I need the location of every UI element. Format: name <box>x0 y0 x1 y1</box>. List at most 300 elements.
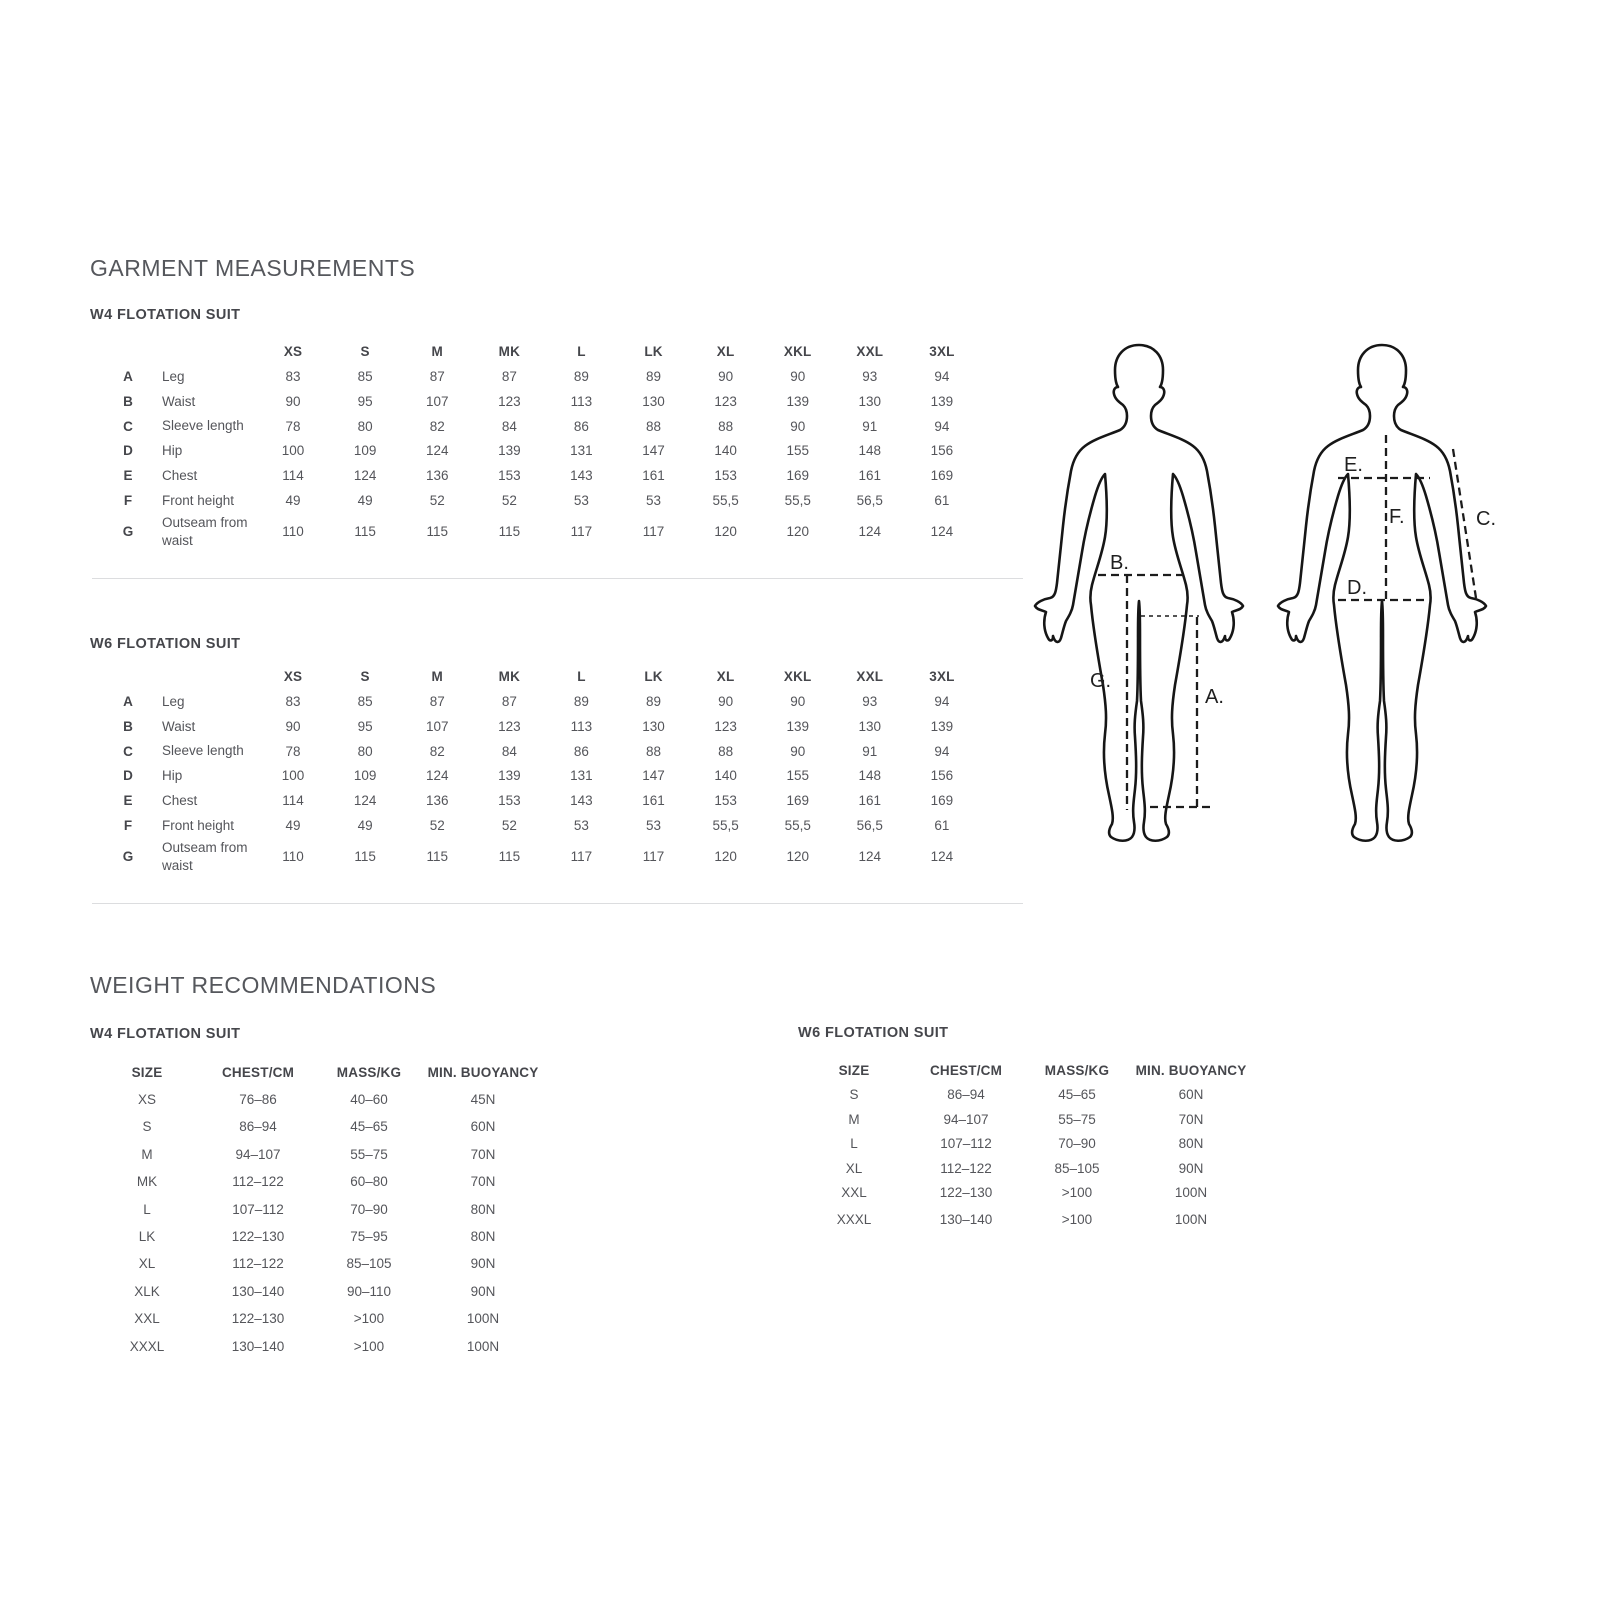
buoyancy-cell: 70N <box>1178 1111 1204 1127</box>
size-header: MK <box>498 669 521 685</box>
row-key: E <box>123 468 133 484</box>
buoyancy-cell: 80N <box>470 1228 496 1244</box>
value-cell: 153 <box>714 468 737 484</box>
value-cell: 117 <box>642 849 665 865</box>
value-cell: 90 <box>790 694 806 710</box>
size-header: LK <box>644 344 663 360</box>
value-cell: 90 <box>790 418 806 434</box>
value-cell: 88 <box>718 743 734 759</box>
value-cell: 113 <box>570 718 593 734</box>
measurement-row <box>110 814 978 839</box>
mass-cell: 40–60 <box>350 1091 388 1107</box>
value-cell: 93 <box>862 369 878 385</box>
mass-cell: 45–65 <box>350 1119 388 1135</box>
row-key: A <box>123 369 133 385</box>
measurement-row <box>110 439 978 464</box>
value-cell: 147 <box>642 443 665 459</box>
w6-measurements-table <box>110 665 978 876</box>
value-cell: 90 <box>718 369 734 385</box>
size-header: M <box>431 669 443 685</box>
value-cell: 130 <box>642 393 665 409</box>
buoyancy-cell: 100N <box>466 1338 500 1354</box>
measurement-row <box>110 839 978 877</box>
value-cell: 115 <box>354 849 376 865</box>
mass-cell: 85–105 <box>1054 1160 1100 1176</box>
value-cell: 53 <box>646 818 662 834</box>
value-cell: 136 <box>425 793 449 809</box>
row-label: Chest <box>162 467 198 483</box>
value-cell: 139 <box>930 393 954 409</box>
measure-label-e: E. <box>1344 454 1363 476</box>
value-cell: 155 <box>786 443 809 459</box>
mass-cell: 60–80 <box>350 1174 388 1190</box>
value-cell: 140 <box>714 443 737 459</box>
value-cell: 124 <box>353 793 377 809</box>
chest-cell: 112–122 <box>232 1256 284 1272</box>
buoyancy-cell: 80N <box>1178 1136 1204 1152</box>
header-spacer <box>110 665 146 690</box>
measurement-row <box>110 414 978 439</box>
size-header: XXL <box>856 344 884 360</box>
value-cell: 89 <box>646 694 662 710</box>
column-header: CHEST/CM <box>929 1063 1003 1079</box>
value-cell: 78 <box>285 743 301 759</box>
chest-cell: 122–130 <box>231 1311 285 1327</box>
chest-cell: 86–94 <box>239 1119 277 1135</box>
value-cell: 49 <box>357 493 373 509</box>
value-cell: 115 <box>498 849 521 865</box>
row-key: C <box>123 743 133 759</box>
value-cell: 123 <box>714 393 737 409</box>
row-label: Leg <box>162 693 185 709</box>
value-cell: 55,5 <box>784 818 811 834</box>
value-cell: 87 <box>501 369 517 385</box>
value-cell: 56,5 <box>856 493 883 509</box>
mass-cell: 85–105 <box>346 1256 392 1272</box>
size-cell: XXL <box>841 1185 867 1201</box>
row-key: E <box>123 793 133 809</box>
size-cell: MK <box>136 1174 158 1190</box>
value-cell: 124 <box>930 849 954 865</box>
value-cell: 80 <box>357 418 373 434</box>
measure-label-d: D. <box>1347 577 1367 599</box>
measurement-row <box>110 764 978 789</box>
measurement-row <box>110 365 978 390</box>
weight-row <box>802 1157 1254 1181</box>
mass-cell: 55–75 <box>1058 1111 1096 1127</box>
divider <box>92 903 1023 904</box>
row-label: Outseam from waist <box>162 839 248 874</box>
chest-cell: 107–112 <box>232 1201 284 1217</box>
value-cell: 124 <box>858 524 882 540</box>
value-cell: 124 <box>858 849 882 865</box>
chest-cell: 94–107 <box>235 1146 281 1162</box>
value-cell: 140 <box>714 768 737 784</box>
buoyancy-cell: 70N <box>470 1146 496 1162</box>
value-cell: 61 <box>934 493 950 509</box>
value-cell: 110 <box>282 524 304 540</box>
value-cell: 87 <box>501 694 517 710</box>
value-cell: 89 <box>573 369 589 385</box>
body-outline <box>1035 345 1243 841</box>
chest-cell: 130–140 <box>939 1212 993 1228</box>
weight-row <box>95 1278 545 1305</box>
value-cell: 114 <box>282 468 304 484</box>
value-cell: 131 <box>570 768 593 784</box>
measurement-row <box>110 789 978 814</box>
size-cell: M <box>848 1111 860 1127</box>
chest-cell: 122–130 <box>231 1228 285 1244</box>
size-header: MK <box>498 344 521 360</box>
chest-cell: 130–140 <box>231 1338 285 1354</box>
measurement-row <box>110 514 978 552</box>
value-cell: 120 <box>714 849 737 865</box>
buoyancy-cell: 70N <box>470 1174 496 1190</box>
value-cell: 130 <box>858 718 882 734</box>
row-key: B <box>123 718 133 734</box>
value-cell: 107 <box>425 393 449 409</box>
mass-cell: 75–95 <box>350 1228 388 1244</box>
value-cell: 139 <box>498 443 521 459</box>
value-cell: 83 <box>285 369 301 385</box>
row-key: F <box>123 818 133 834</box>
value-cell: 90 <box>790 369 806 385</box>
size-cell: L <box>850 1136 858 1152</box>
value-cell: 120 <box>714 524 737 540</box>
chest-cell: 112–122 <box>232 1174 284 1190</box>
value-cell: 49 <box>285 818 301 834</box>
header-spacer <box>110 340 146 365</box>
size-cell: XL <box>138 1256 156 1272</box>
size-cell: M <box>141 1146 153 1162</box>
chest-cell: 94–107 <box>943 1111 989 1127</box>
value-cell: 91 <box>862 418 878 434</box>
value-cell: 61 <box>934 818 950 834</box>
chest-cell: 86–94 <box>947 1087 985 1103</box>
row-label: Hip <box>162 768 183 784</box>
value-cell: 86 <box>573 418 589 434</box>
value-cell: 143 <box>570 468 593 484</box>
value-cell: 100 <box>281 768 305 784</box>
weight-row <box>802 1181 1254 1205</box>
row-key: G <box>122 524 134 540</box>
chest-cell: 76–86 <box>239 1091 277 1107</box>
weight-row <box>802 1083 1254 1107</box>
size-header: S <box>360 669 370 685</box>
value-cell: 120 <box>786 524 809 540</box>
value-cell: 88 <box>646 418 662 434</box>
size-cell: XS <box>137 1091 156 1107</box>
measure-label-g: G. <box>1090 670 1112 692</box>
value-cell: 84 <box>501 743 517 759</box>
chest-cell: 130–140 <box>231 1283 285 1299</box>
row-label: Sleeve length <box>162 743 244 759</box>
size-header: M <box>431 344 443 360</box>
value-cell: 136 <box>425 468 449 484</box>
row-key: D <box>123 768 133 784</box>
chest-cell: 112–122 <box>940 1160 992 1176</box>
value-cell: 84 <box>501 418 517 434</box>
value-cell: 94 <box>934 369 950 385</box>
value-cell: 94 <box>934 418 950 434</box>
value-cell: 53 <box>573 818 589 834</box>
chest-cell: 107–112 <box>940 1136 992 1152</box>
value-cell: 147 <box>642 768 665 784</box>
value-cell: 124 <box>930 524 954 540</box>
value-cell: 53 <box>573 493 589 509</box>
value-cell: 55,5 <box>712 818 739 834</box>
value-cell: 52 <box>501 818 517 834</box>
weight-row <box>95 1114 545 1141</box>
value-cell: 156 <box>930 443 954 459</box>
value-cell: 124 <box>353 468 377 484</box>
buoyancy-cell: 90N <box>1178 1160 1204 1176</box>
row-label: Front height <box>162 817 235 833</box>
size-cell: XLK <box>134 1283 160 1299</box>
row-key: F <box>123 493 133 509</box>
value-cell: 49 <box>357 818 373 834</box>
size-header: S <box>360 344 370 360</box>
size-header: XL <box>716 344 735 360</box>
value-cell: 55,5 <box>712 493 739 509</box>
value-cell: 153 <box>714 793 737 809</box>
value-cell: 153 <box>498 468 521 484</box>
weight-row <box>802 1205 1254 1235</box>
size-header-row <box>110 665 978 690</box>
measurement-row <box>110 739 978 764</box>
header-spacer <box>146 665 257 690</box>
value-cell: 156 <box>930 768 954 784</box>
size-header: XS <box>283 344 303 360</box>
size-header: 3XL <box>929 669 955 685</box>
value-cell: 87 <box>429 694 445 710</box>
value-cell: 83 <box>285 694 301 710</box>
back-figure-diagram <box>1265 337 1515 857</box>
size-header: L <box>577 344 586 360</box>
w6-weight-title: W6 FLOTATION SUIT <box>798 1025 949 1041</box>
value-cell: 161 <box>642 468 665 484</box>
row-label: Chest <box>162 792 198 808</box>
size-header: XXL <box>856 669 884 685</box>
value-cell: 169 <box>930 468 954 484</box>
w4-weight-table <box>95 1059 545 1360</box>
value-cell: 80 <box>357 743 373 759</box>
value-cell: 56,5 <box>856 818 883 834</box>
value-cell: 115 <box>426 524 448 540</box>
column-header: SIZE <box>838 1063 870 1079</box>
value-cell: 89 <box>573 694 589 710</box>
value-cell: 161 <box>858 793 882 809</box>
measure-label-a: A. <box>1205 686 1224 708</box>
value-cell: 148 <box>858 443 882 459</box>
size-cell: XL <box>845 1160 863 1176</box>
measure-label-c: C. <box>1476 508 1496 530</box>
buoyancy-cell: 60N <box>470 1119 496 1135</box>
mass-cell: >100 <box>1061 1185 1093 1201</box>
value-cell: 91 <box>862 743 878 759</box>
value-cell: 90 <box>790 743 806 759</box>
row-key: G <box>122 849 134 865</box>
value-cell: 89 <box>646 369 662 385</box>
value-cell: 88 <box>646 743 662 759</box>
value-cell: 49 <box>285 493 301 509</box>
row-key: C <box>123 418 133 434</box>
value-cell: 52 <box>501 493 517 509</box>
value-cell: 88 <box>718 418 734 434</box>
value-cell: 115 <box>498 524 521 540</box>
row-label: Front height <box>162 492 235 508</box>
value-cell: 123 <box>714 718 737 734</box>
header-spacer <box>146 340 257 365</box>
weight-row <box>95 1196 545 1223</box>
value-cell: 82 <box>429 418 445 434</box>
measurement-row <box>110 715 978 740</box>
front-figure-diagram <box>1022 337 1272 857</box>
w4-measurements-table <box>110 340 978 551</box>
measurement-row <box>110 390 978 415</box>
value-cell: 94 <box>934 743 950 759</box>
chest-cell: 122–130 <box>939 1185 993 1201</box>
size-header: XS <box>283 669 303 685</box>
row-key: D <box>123 443 133 459</box>
size-cell: L <box>143 1201 151 1217</box>
column-header: MIN. BUOYANCY <box>1135 1063 1247 1079</box>
value-cell: 155 <box>786 768 809 784</box>
row-label: Waist <box>162 393 196 409</box>
value-cell: 153 <box>498 793 521 809</box>
mass-cell: 70–90 <box>350 1201 388 1217</box>
value-cell: 100 <box>281 443 305 459</box>
w4-measurements-title: W4 FLOTATION SUIT <box>90 307 241 323</box>
mass-cell: >100 <box>353 1338 385 1354</box>
weight-recommendations-heading: WEIGHT RECOMMENDATIONS <box>90 972 437 998</box>
value-cell: 131 <box>570 443 593 459</box>
row-key: A <box>123 694 133 710</box>
w6-measurements-title: W6 FLOTATION SUIT <box>90 636 241 652</box>
value-cell: 161 <box>858 468 882 484</box>
value-cell: 95 <box>357 718 373 734</box>
value-cell: 52 <box>429 493 445 509</box>
measure-label-f: F. <box>1389 506 1405 528</box>
weight-header-row <box>95 1059 545 1086</box>
row-label: Hip <box>162 443 183 459</box>
value-cell: 109 <box>353 443 377 459</box>
mass-cell: >100 <box>1061 1212 1093 1228</box>
buoyancy-cell: 100N <box>466 1311 500 1327</box>
value-cell: 109 <box>353 768 377 784</box>
mass-cell: >100 <box>353 1311 385 1327</box>
size-header: XL <box>716 669 735 685</box>
size-cell: XXXL <box>129 1338 165 1354</box>
body-outline <box>1278 345 1486 841</box>
weight-row <box>95 1251 545 1278</box>
mass-cell: 45–65 <box>1058 1087 1096 1103</box>
value-cell: 130 <box>642 718 665 734</box>
value-cell: 148 <box>858 768 882 784</box>
column-header: MASS/KG <box>336 1064 402 1080</box>
row-label: Sleeve length <box>162 418 244 434</box>
value-cell: 90 <box>285 718 301 734</box>
measurement-row <box>110 690 978 715</box>
value-cell: 52 <box>429 818 445 834</box>
value-cell: 114 <box>282 793 304 809</box>
measurement-row <box>110 489 978 514</box>
value-cell: 107 <box>425 718 449 734</box>
w6-weight-table <box>802 1059 1254 1236</box>
value-cell: 85 <box>357 369 373 385</box>
size-header: LK <box>644 669 663 685</box>
weight-row <box>802 1108 1254 1132</box>
column-header: CHEST/CM <box>221 1064 295 1080</box>
value-cell: 139 <box>786 393 809 409</box>
value-cell: 93 <box>862 694 878 710</box>
measurement-row <box>110 464 978 489</box>
weight-row <box>95 1223 545 1250</box>
column-header: SIZE <box>131 1064 163 1080</box>
size-header: XKL <box>783 669 812 685</box>
row-key: B <box>123 393 133 409</box>
value-cell: 139 <box>930 718 954 734</box>
value-cell: 95 <box>357 393 373 409</box>
size-header: L <box>577 669 586 685</box>
value-cell: 85 <box>357 694 373 710</box>
row-label: Leg <box>162 368 185 384</box>
value-cell: 123 <box>498 718 521 734</box>
value-cell: 124 <box>425 443 449 459</box>
weight-row <box>95 1333 545 1360</box>
value-cell: 55,5 <box>784 493 811 509</box>
value-cell: 113 <box>570 393 593 409</box>
size-cell: S <box>849 1087 859 1103</box>
weight-row <box>95 1141 545 1168</box>
value-cell: 117 <box>570 524 593 540</box>
mass-cell: 90–110 <box>346 1283 392 1299</box>
value-cell: 94 <box>934 694 950 710</box>
size-header-row <box>110 340 978 365</box>
value-cell: 115 <box>426 849 448 865</box>
weight-row <box>802 1132 1254 1156</box>
value-cell: 143 <box>570 793 593 809</box>
value-cell: 169 <box>930 793 954 809</box>
buoyancy-cell: 100N <box>1174 1185 1208 1201</box>
buoyancy-cell: 45N <box>470 1091 496 1107</box>
value-cell: 130 <box>858 393 882 409</box>
w4-weight-title: W4 FLOTATION SUIT <box>90 1026 241 1042</box>
buoyancy-cell: 100N <box>1174 1212 1208 1228</box>
value-cell: 117 <box>642 524 665 540</box>
value-cell: 124 <box>425 768 449 784</box>
buoyancy-cell: 90N <box>470 1256 496 1272</box>
buoyancy-cell: 80N <box>470 1201 496 1217</box>
value-cell: 161 <box>642 793 665 809</box>
size-cell: LK <box>138 1228 156 1244</box>
buoyancy-cell: 90N <box>470 1283 496 1299</box>
value-cell: 117 <box>570 849 593 865</box>
value-cell: 123 <box>498 393 521 409</box>
mass-cell: 70–90 <box>1058 1136 1096 1152</box>
garment-measurements-heading: GARMENT MEASUREMENTS <box>90 255 416 281</box>
value-cell: 139 <box>498 768 521 784</box>
value-cell: 82 <box>429 743 445 759</box>
value-cell: 169 <box>786 468 809 484</box>
column-header: MASS/KG <box>1044 1063 1110 1079</box>
column-header: MIN. BUOYANCY <box>427 1064 539 1080</box>
size-cell: XXXL <box>836 1212 872 1228</box>
value-cell: 120 <box>786 849 809 865</box>
row-label: Outseam from waist <box>162 514 248 549</box>
buoyancy-cell: 60N <box>1178 1087 1204 1103</box>
weight-row <box>95 1169 545 1196</box>
